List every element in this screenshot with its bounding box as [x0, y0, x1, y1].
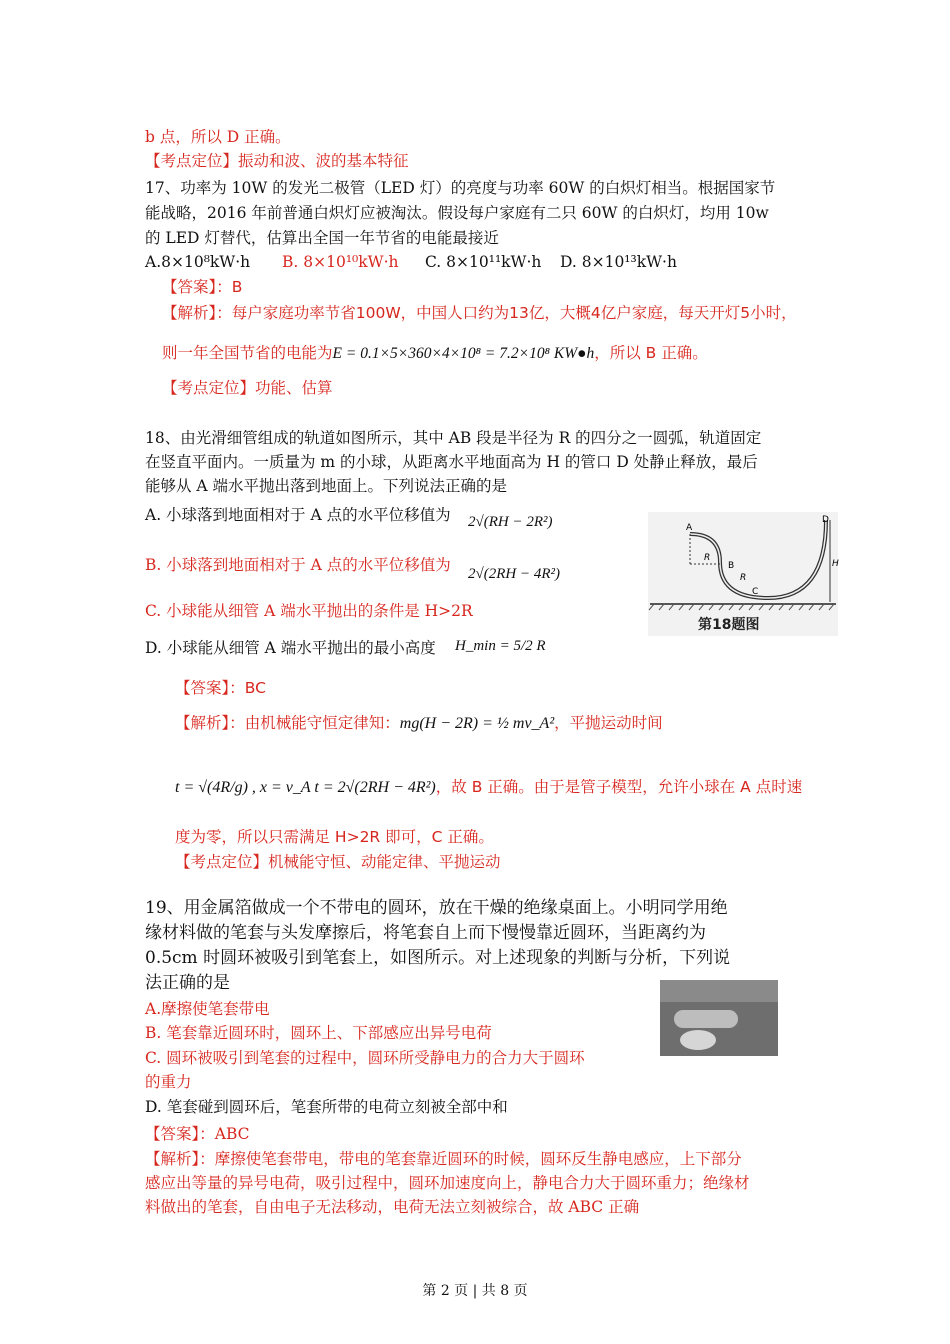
q18-analysis	[175, 777, 802, 798]
q18-answer: 【答案】：BC	[175, 679, 266, 697]
figure-label: B	[728, 561, 735, 571]
energy-formula: E = 0.1×5×360×4×10⁸ = 7.2×10⁸ KW●h	[332, 345, 595, 362]
page-footer: 第 2 页 | 共 8 页	[422, 1283, 528, 1299]
q18-analysis: 度为零，所以只需满足 H>2R 即可，C 正确。	[175, 828, 494, 846]
q18-stem: 在竖直平面内。一质量为 m 的小球，从距离水平地面高为 H 的管口 D 处静止释放，最后	[145, 453, 758, 471]
q19-stem: 缘材料做的笔套与头发摩擦后，将笔套自上而下慢慢靠近圆环，当距离约为	[145, 923, 706, 943]
q18-stem: 18、由光滑细管组成的轨道如图所示，其中 AB 段是半径为 R 的四分之一圆弧，轨道固定	[145, 429, 762, 447]
q17-option-c: C. 8×10¹¹kW·h	[425, 253, 542, 271]
q18-option-c: C. 小球能从细管 A 端水平抛出的条件是 H>2R	[145, 602, 473, 620]
figure-label: H	[832, 559, 839, 569]
analysis-text: ，所以 B 正确。	[594, 344, 708, 362]
q19-analysis: 料做出的笔套，自由电子无法移动，电荷无法立刻被综合，故 ABC 正确	[145, 1198, 640, 1216]
q19-option-b: B. 笔套靠近圆环时，圆环上、下部感应出异号电荷	[145, 1024, 492, 1042]
figure-caption: 第18题图	[698, 617, 760, 633]
formula: H_min = 5/2 R	[455, 638, 546, 654]
q17-analysis: 【解析】：每户家庭功率节省100W，中国人口约为13亿，大概4亿户家庭，每天开灯5小时，	[162, 304, 797, 322]
analysis-text: 【解析】：由机械能守恒定律知：	[175, 714, 400, 732]
figure-label: R	[704, 553, 711, 563]
q18-option-d: D. 小球能从细管 A 端水平抛出的最小高度	[145, 639, 436, 657]
figure-18	[648, 512, 838, 636]
figure-label: R	[740, 573, 747, 583]
q17-key-point: 【考点定位】功能、估算	[162, 379, 333, 397]
q19-analysis: 【解析】：摩擦使笔套带电，带电的笔套靠近圆环的时候，圆环反生静电感应，上下部分	[145, 1150, 742, 1168]
q19-stem: 19、用金属箔做成一个不带电的圆环，放在干燥的绝缘桌面上。小明同学用绝	[145, 898, 728, 918]
analysis-text: ，平抛运动时间	[554, 714, 663, 732]
q17-stem: 能战略，2016 年前普通白炽灯应被淘汰。假设每户家庭有二只 60W 的白炽灯，均用 10w	[145, 204, 769, 222]
pen-cap	[674, 1010, 738, 1028]
q19-option-c: 的重力	[145, 1073, 192, 1091]
q17-option-a: A.8×10⁸kW·h	[145, 253, 251, 271]
figure-label: C	[752, 587, 759, 597]
q19-option-c: C. 圆环被吸引到笔套的过程中，圆环所受静电力的合力大于圆环	[145, 1049, 585, 1067]
q17-analysis	[162, 343, 708, 364]
energy-formula: mg(H − 2R) = ½ mv_A²	[399, 715, 555, 732]
formula: 2√(2RH − 4R²)	[468, 566, 560, 582]
figure-label: A	[686, 523, 693, 533]
q19-option-a: A.摩擦使笔套带电	[145, 1000, 270, 1018]
text-line: b 点，所以 D 正确。	[145, 128, 291, 146]
q18-analysis	[175, 713, 663, 734]
analysis-text: ，故 B 正确。由于是管子模型，允许小球在 A 点时速	[435, 778, 803, 796]
q19-option-d: D. 笔套碰到圆环后，笔套所带的电荷立刻被全部中和	[145, 1098, 508, 1116]
q19-stem: 法正确的是	[145, 973, 230, 993]
q17-answer: 【答案】：B	[162, 278, 243, 296]
q18-stem: 能够从 A 端水平抛出落到地面上。下列说法正确的是	[145, 477, 508, 495]
key-point-label: 【考点定位】振动和波、波的基本特征	[145, 152, 409, 170]
analysis-text: 则一年全国节省的电能为	[162, 344, 333, 362]
q18-option-b: B. 小球落到地面相对于 A 点的水平位移值为	[145, 556, 451, 574]
q17-stem: 的 LED 灯替代，估算出全国一年节省的电能最接近	[145, 229, 499, 247]
metal-ring	[680, 1030, 716, 1050]
q19-stem: 0.5cm 时圆环被吸引到笔套上，如图所示。对上述现象的判断与分析，下列说	[145, 948, 731, 968]
q19-analysis: 感应出等量的异号电荷，吸引过程中，圆环加速度向上，静电合力大于圆环重力；绝缘材	[145, 1174, 750, 1192]
figure-19-photo	[660, 980, 778, 1056]
figure-label: D	[822, 515, 829, 525]
q19-answer: 【答案】：ABC	[145, 1125, 250, 1143]
q17-option-b: B. 8×10¹⁰kW·h	[282, 253, 399, 271]
q18-option-a: A. 小球落到地面相对于 A 点的水平位移值为	[145, 506, 451, 524]
q17-option-d: D. 8×10¹³kW·h	[560, 253, 677, 271]
q17-stem: 17、功率为 10W 的发光二极管（LED 灯）的亮度与功率 60W 的白炽灯相当。根据国家节	[145, 179, 776, 197]
formula: 2√(RH − 2R²)	[468, 514, 553, 530]
q18-key-point: 【考点定位】机械能守恒、动能定律、平抛运动	[175, 853, 501, 871]
motion-formula: t = √(4R/g) , x = v_A t = 2√(2RH − 4R²)	[175, 779, 436, 796]
